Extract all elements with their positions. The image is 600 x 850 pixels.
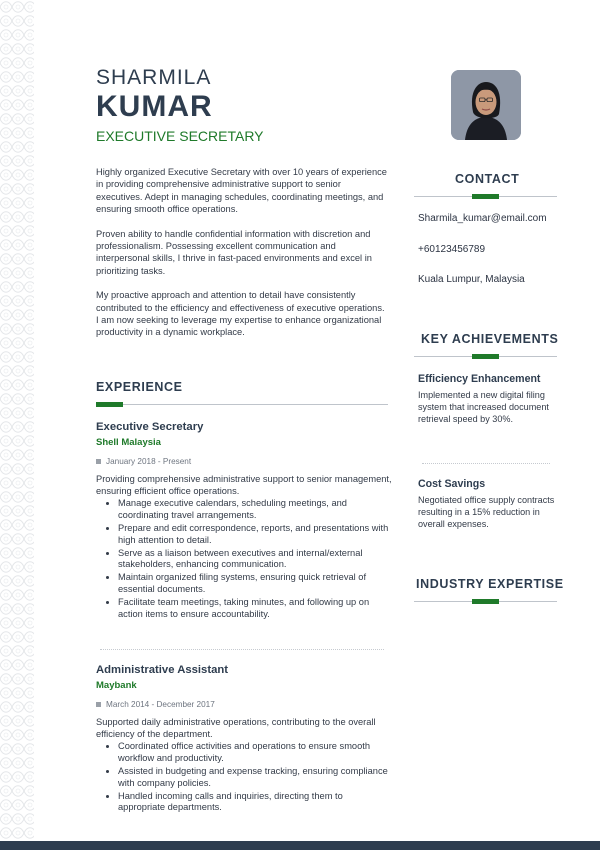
first-name: SHARMILA bbox=[96, 66, 212, 89]
job-role: Administrative Assistant bbox=[96, 664, 229, 676]
achievement-description: Implemented a new digital filing system that increased document retrieval speed by 30%. bbox=[418, 390, 549, 425]
achievement-separator bbox=[422, 463, 550, 464]
job-bullet: • Serve as a liaison between executives and internal/external stakeholders, enhancing communication. bbox=[118, 548, 392, 571]
achievement-item bbox=[418, 373, 558, 426]
job-entry bbox=[96, 421, 392, 622]
job-bullet: • Prepare and edit correspondence, reports, and presentations with high attention to detail. bbox=[118, 523, 392, 546]
calendar-icon bbox=[96, 459, 101, 464]
contact-phone[interactable]: +60123456789 bbox=[418, 244, 486, 255]
job-bullet: • Maintain organized filing systems, ensuring quick retrieval of essential documents. bbox=[118, 572, 392, 595]
achievements-heading: KEY ACHIEVEMENTS bbox=[421, 332, 559, 346]
job-bullet: • Facilitate team meetings, taking minutes, and following up on action items to ensure accountability. bbox=[118, 597, 392, 620]
industry-expertise-heading: INDUSTRY EXPERTISE bbox=[416, 577, 564, 591]
job-bullets bbox=[96, 498, 392, 620]
job-dates bbox=[96, 700, 392, 709]
contact-heading: CONTACT bbox=[455, 172, 520, 186]
profile-photo bbox=[451, 70, 521, 140]
job-bullet: • Manage executive calendars, scheduling meetings, and coordinating travel arrangements. bbox=[118, 498, 392, 521]
calendar-icon bbox=[96, 702, 101, 707]
contact-email[interactable]: Sharmila_kumar@email.com bbox=[418, 213, 547, 224]
job-company: Maybank bbox=[96, 680, 137, 691]
summary-paragraph: Proven ability to handle confidential information with discretion and professionalism. Possessing excellent communication and interpersonal skills, I thrive in fast-paced environments and excel in prioritizing tasks. bbox=[96, 228, 372, 276]
summary-paragraph: My proactive approach and attention to detail have consistently contributed to the efficiency and effectiveness of executive operations. I am now seeking to leverage my expertise to enhance organizational productivity in a dynamic workplace. bbox=[96, 290, 385, 338]
job-description: Providing comprehensive administrative support to senior management, ensuring efficient office operations. bbox=[96, 474, 392, 497]
last-name: KUMAR bbox=[96, 90, 213, 123]
contact-accent-bar bbox=[472, 194, 499, 199]
achievement-item bbox=[418, 478, 558, 531]
job-dates bbox=[96, 457, 392, 466]
job-company: Shell Malaysia bbox=[96, 437, 161, 448]
experience-heading: EXPERIENCE bbox=[96, 380, 183, 394]
job-bullet: • Assisted in budgeting and expense tracking, ensuring compliance with company policies. bbox=[118, 766, 392, 789]
industry-expertise-accent-bar bbox=[472, 599, 499, 604]
job-dates-text: January 2018 - Present bbox=[106, 457, 192, 466]
job-title: EXECUTIVE SECRETARY bbox=[96, 128, 264, 144]
summary bbox=[96, 166, 388, 351]
footer-bar bbox=[0, 841, 600, 850]
job-separator bbox=[100, 649, 384, 650]
experience-accent-bar bbox=[96, 402, 123, 407]
achievement-title: Cost Savings bbox=[418, 478, 486, 490]
contact-location: Kuala Lumpur, Malaysia bbox=[418, 274, 525, 285]
achievements-accent-bar bbox=[472, 354, 499, 359]
job-entry bbox=[96, 664, 392, 815]
job-description: Supported daily administrative operations, contributing to the overall efficiency of the department. bbox=[96, 717, 376, 740]
experience-divider bbox=[96, 404, 388, 405]
achievement-description: Negotiated office supply contracts resulting in a 15% reduction in overall expenses. bbox=[418, 495, 555, 530]
decorative-pattern bbox=[0, 0, 34, 840]
job-dates-text: March 2014 - December 2017 bbox=[106, 700, 215, 709]
job-bullets bbox=[96, 741, 392, 814]
achievement-title: Efficiency Enhancement bbox=[418, 373, 541, 385]
job-bullet: • Handled incoming calls and inquiries, directing them to appropriate departments. bbox=[118, 791, 392, 814]
summary-paragraph: Highly organized Executive Secretary with over 10 years of experience in providing comprehensive administrative support to senior executives. Adept in managing schedules, coordinating meetings, and ensuring smooth office operations. bbox=[96, 167, 387, 215]
job-role: Executive Secretary bbox=[96, 421, 204, 433]
job-bullet: • Coordinated office activities and operations to ensure smooth workflow and productivity. bbox=[118, 741, 392, 764]
